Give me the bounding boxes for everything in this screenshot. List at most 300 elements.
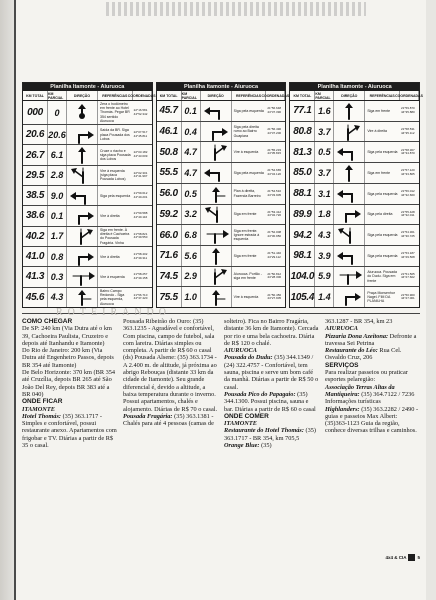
route-header-cell: COORDENADAS	[133, 91, 152, 100]
km-parcial: 9.0	[48, 186, 67, 205]
direction-cell	[201, 142, 232, 162]
km-total-cell	[157, 163, 182, 183]
listing-paragraph	[224, 427, 319, 442]
left-arrow-icon	[336, 143, 362, 161]
km-total: 81.3	[293, 146, 312, 158]
coordinates: 21°56.012 44°32.660	[401, 189, 415, 197]
reference-text: Vire à esquerda	[233, 295, 259, 300]
reference-text: Siga em frente	[367, 170, 391, 175]
route-title: Planilha Itamonte - Aiuruoca	[157, 83, 286, 91]
reference-text: Siga pela esquerda	[367, 191, 398, 196]
km-total: 71.6	[159, 250, 178, 262]
km-parcial: 3.7	[315, 122, 334, 142]
body-paragraph: 363.1287 - BR 354, km 23	[325, 318, 393, 325]
listing-details: (35) 363.1381 - Chalés para até 4 pessoas (camas de	[123, 412, 214, 428]
t-right-arrow-icon	[336, 267, 362, 285]
route-row	[23, 227, 152, 247]
km-total: 66.0	[159, 229, 178, 241]
sar-arrow-icon	[203, 288, 229, 306]
km-parcial: 2.9	[182, 267, 201, 287]
reference-text: Siga pela direita rumo ao Bairro Guapiara	[233, 125, 259, 138]
left-arrow-icon	[203, 164, 229, 182]
direction-cell	[201, 287, 232, 307]
km-total-cell	[290, 246, 315, 266]
coordinates: 21°54.510 44°33.905	[267, 189, 282, 197]
direction-cell	[334, 184, 365, 204]
direction-cell	[201, 101, 232, 121]
coordinates: 22°07.517 44°45.811	[133, 130, 148, 138]
km-parcial: 0.5	[315, 142, 334, 162]
text-column-4	[325, 318, 420, 558]
reference-text: Vire à esquerda	[233, 150, 259, 155]
km-total-cell	[290, 122, 315, 142]
km-parcial: 1.7	[48, 227, 67, 246]
route-header-cell: KM PARCIAL	[48, 91, 67, 100]
route-row	[23, 206, 152, 226]
magazine-page	[14, 0, 426, 600]
km-parcial: 0.1	[48, 206, 67, 225]
km-total: 56.0	[159, 188, 178, 200]
km-total: 89.9	[293, 208, 312, 220]
km-total-cell	[157, 246, 182, 266]
listing-details: (35) 363.1717 - Simples e confortável, possui restaurante anexo. Apartamentos com frigobar e TV. Diárias a partir de R$ 35 o casal.	[22, 412, 117, 450]
listing-name: Hotel Thomás:	[22, 412, 62, 420]
route-row	[290, 225, 419, 246]
right-arrow-icon	[69, 248, 95, 266]
km-total: 46.1	[159, 126, 178, 138]
listing-details: Defronte a travessa Sei Petrina	[325, 332, 417, 347]
km-total-cell	[290, 267, 315, 287]
route-row	[23, 166, 152, 186]
footer	[286, 553, 420, 561]
reference-text: Aiuruoca. Portão - siga em frente	[233, 272, 262, 281]
scan-edge	[0, 0, 14, 600]
km-parcial: 0.5	[182, 184, 201, 204]
reference-text: Siga pela esquerda	[100, 193, 131, 198]
listing-name: Pousada do Dudu:	[224, 354, 273, 362]
route-row	[290, 205, 419, 226]
guide-text	[22, 318, 420, 558]
section-heading: SERVIÇOS	[325, 361, 359, 369]
text-column-2	[123, 318, 218, 558]
direction-cell	[334, 163, 365, 183]
reference-text: Siga em frente. À direita é Cachoeira do Pousada Fragária. Vinha	[100, 227, 130, 245]
km-total: 000	[27, 107, 43, 118]
reference-text: Vire à direita	[100, 213, 120, 218]
route-row	[157, 225, 286, 246]
route-header-cell: DIREÇÃO	[67, 91, 98, 100]
route-header	[23, 91, 156, 101]
right-arrow-icon	[203, 123, 229, 141]
route-header-cell: KM PARCIAL	[315, 91, 334, 100]
reference-text: Cruze o riacho e siga placa Pousada dos Lobos	[100, 148, 131, 162]
city-heading: ITAMONTE	[224, 420, 257, 428]
km-total: 59.2	[159, 208, 178, 220]
reference-text: Siga em frente	[233, 253, 257, 258]
coordinates: 22°02.301 44°41.997	[133, 170, 148, 179]
km-total: 98.1	[293, 250, 312, 262]
direction-cell	[67, 227, 98, 246]
km-total: 80.8	[293, 126, 312, 138]
fork-right-arrow-icon	[336, 123, 362, 141]
up-arrow-icon	[69, 146, 95, 164]
body-paragraph: Pousada Ribeirão do Ouro: (35) 363.1235 - Agradável e confortável, Com piscina, campo de futebol, sala com lareira. Diárias simples ou completa. A partir de R$ 60 o casal (ds) Pousada Alsene: (35) 363.1734 - A 2.400 m. de altitude, já próxima ao abrigo Rebouças (distante 33 km da cidade de Itamonte). Seu grande diferencial é, devido a altitude, a baixa temperatura durante o inverno. Possui apartamentos, chalés e alojamento. Diárias de R$ 70 o casal.	[123, 318, 218, 413]
reference-text: Siga em frente	[367, 108, 391, 113]
sar-arrow-icon	[69, 288, 95, 306]
left-arrow-icon	[336, 247, 362, 265]
km-total-cell	[23, 145, 48, 164]
route-row	[157, 122, 286, 143]
left-arrow-icon	[203, 102, 229, 120]
route-header-cell: DIREÇÃO	[201, 91, 232, 100]
km-parcial: 0.8	[48, 247, 67, 266]
reference-text: Siga em frente. Ignore estrada à esquerda	[233, 228, 260, 242]
reference-text: Aiuruoca. Pousada do Dudu. Siga em frente	[367, 270, 397, 283]
reference-text: Siga pela esquerda	[367, 150, 398, 155]
listing-name: Associação Terras Altas da Mantiqueira:	[325, 383, 395, 398]
direction-cell	[201, 225, 232, 245]
direction-cell	[67, 267, 98, 286]
reference-text: Siga pela esquerda	[233, 108, 264, 113]
body-paragraph: Do Rio de Janeiro: 200 km (Via Dutra até Engenheiro Passos, depois BR 354 até Itamonte)	[22, 347, 114, 369]
coordinates: 22°16.581 44°52.342	[133, 107, 148, 116]
km-parcial: 4.7	[182, 163, 201, 183]
route-title: Planilha Itamonte - Aiuruoca	[290, 83, 419, 91]
km-parcial: 0.4	[182, 122, 201, 142]
km-total: 41.0	[25, 251, 45, 263]
reference-text: Vire à esquerda (siga placa Pousada Lobos)	[100, 169, 126, 182]
listing-name: Pousada Fragária:	[123, 412, 173, 420]
reference-text: Vire à direita	[367, 129, 387, 134]
fork-right-arrow-icon	[69, 227, 95, 245]
coordinates: 21°59.612 44°40.201	[133, 191, 148, 199]
km-parcial: 4.3	[48, 288, 67, 307]
km-total-cell	[157, 267, 182, 287]
right-arrow-icon	[336, 205, 362, 223]
km-total-cell	[23, 125, 48, 144]
route-row	[157, 267, 286, 288]
route-row	[157, 246, 286, 267]
reference-text: Vire à direita	[100, 254, 120, 259]
km-total-cell	[23, 288, 48, 307]
listing-details: (35) 344.1349 / (24) 322.4757 - Confortável, tem sauna, piscina e serve um bom café da manhã. Diárias a partir de R$ 50 o casal.	[224, 354, 319, 391]
coordinates: 21°54.301 44°30.725	[401, 230, 415, 239]
fork-left-arrow-icon	[336, 226, 362, 244]
listing-paragraph	[325, 347, 420, 362]
km-total-cell	[23, 166, 48, 185]
listing-paragraph	[224, 442, 319, 449]
coordinates: 21°55.428 44°32.011	[401, 209, 415, 218]
coordinates: 21°51.505 44°27.602	[401, 271, 415, 280]
listing-name: Restaurante do Léo:	[325, 347, 378, 355]
city-heading: AIURUOCA	[224, 347, 257, 355]
listing-paragraph	[325, 333, 420, 348]
coordinates: 21°58.307 44°34.870	[401, 147, 415, 156]
watermark: ROTEIRANDO	[56, 307, 171, 318]
km-total-cell	[290, 163, 315, 183]
fork-left-arrow-icon	[203, 205, 229, 223]
route-header-cell: REFERÊNCIAS	[232, 91, 267, 100]
km-parcial: 0.1	[182, 101, 201, 121]
km-parcial: 1.8	[315, 205, 334, 225]
route-row	[23, 101, 152, 125]
km-total: 29.5	[25, 169, 45, 181]
route-sheet	[22, 82, 423, 308]
coordinates: 21°58.531 44°35.112	[401, 126, 415, 135]
reference-text: Siga pela esquerda	[233, 170, 264, 175]
route-header-cell: KM TOTAL	[23, 91, 48, 100]
km-total: 74.5	[159, 270, 178, 282]
listing-details: (35) 363.2282 / 2490 - guias e passeios Max Albert: (35)363-1123 Guia da região, conhece diversas trilhas e caminhos.	[325, 405, 419, 435]
sar-arrow-icon	[203, 185, 229, 203]
km-total-cell	[23, 227, 48, 246]
km-total: 20.6	[25, 129, 45, 141]
km-parcial: 3.2	[182, 205, 201, 225]
direction-cell	[201, 163, 232, 183]
listing-paragraph	[325, 406, 420, 435]
route-header-cell: KM TOTAL	[157, 91, 182, 100]
listing-paragraph	[224, 354, 319, 390]
route-header-cell: REFERÊNCIAS	[365, 91, 400, 100]
right-arrow-icon	[336, 288, 362, 306]
coordinates: 21°55.233 44°35.815	[267, 147, 282, 156]
coordinates: 21°56.490 44°37.200	[267, 126, 282, 135]
coordinates: 21°50.812 44°28.300	[267, 271, 282, 280]
direction-cell	[201, 246, 232, 266]
reference-text: Siga pela direita	[367, 212, 393, 217]
route-row	[290, 184, 419, 205]
route-row	[23, 267, 152, 287]
page-number: 5	[417, 554, 420, 560]
km-total-cell	[290, 205, 315, 225]
reference-text: Siga pela esquerda	[367, 232, 398, 237]
km-total-cell	[23, 206, 48, 225]
route-row	[290, 267, 419, 288]
km-parcial: 20.6	[48, 125, 67, 144]
km-total: 75.5	[159, 291, 178, 303]
km-total: 85.0	[293, 167, 312, 179]
direction-cell	[334, 225, 365, 245]
coordinates: 21°57.120 44°33.805	[401, 168, 415, 176]
km-parcial: 1.0	[182, 287, 201, 307]
km-total: 40.2	[25, 230, 45, 242]
coordinates: 21°58.257 44°39.158	[133, 272, 148, 280]
text-column-3	[224, 318, 319, 558]
footer-brand: 4x4 & CIA	[385, 554, 407, 560]
route-header	[157, 91, 290, 101]
listing-paragraph	[224, 391, 319, 413]
km-total-cell	[157, 142, 182, 162]
reference-text: Zera o hodômetro em frente ao Hotel Thomás. Pegar BR 354 sentido Aiuruoca	[100, 102, 130, 123]
km-total: 45.7	[159, 105, 178, 117]
listing-name: Highlanders:	[325, 405, 360, 413]
start-arrow-icon	[69, 104, 95, 122]
reference-text: Siga em frente	[233, 212, 257, 217]
km-parcial: 5.6	[182, 246, 201, 266]
route-row	[290, 246, 419, 267]
direction-cell	[201, 267, 232, 287]
listing-details: (35) 363.1717 - BR 354, km 705,5	[224, 427, 317, 442]
footer-square	[408, 554, 415, 561]
route-row	[157, 142, 286, 163]
km-total-cell	[23, 101, 48, 124]
route-row	[23, 288, 152, 307]
coordinates: 21°56.648 44°37.390	[267, 106, 282, 114]
right-arrow-icon	[69, 207, 95, 225]
direction-cell	[67, 288, 98, 307]
listing-details: (35) 344.1300. Possui piscina, sauna e bar. Diárias a partir de R$ 60 o casal	[224, 390, 316, 413]
coordinates: 21°58.821 44°39.550	[133, 231, 148, 240]
km-total-cell	[157, 122, 182, 142]
route-row	[290, 101, 419, 122]
route-row	[290, 163, 419, 184]
coordinates: 21°56.710 44°37.420	[133, 292, 148, 301]
body-paragraph: De SP: 240 km (Via Dutra até o km 39, Cachoeira Paulista, Cruzeiro e depois até Itanhandu e Itamonte)	[22, 325, 112, 347]
km-total: 38.5	[25, 190, 45, 202]
listing-name: Orange Blue:	[224, 442, 260, 450]
city-heading: ITAMONTE	[22, 405, 55, 413]
km-total-cell	[290, 184, 315, 204]
route-header-cell: KM PARCIAL	[182, 91, 201, 100]
km-parcial: 1.6	[315, 101, 334, 121]
km-total-cell	[157, 287, 182, 307]
listing-paragraph	[123, 413, 218, 428]
km-total: 45.6	[25, 291, 45, 303]
km-parcial: 6.8	[182, 225, 201, 245]
km-total: 38.6	[25, 210, 45, 222]
direction-cell	[334, 287, 365, 307]
up-arrow-icon	[203, 247, 229, 265]
km-parcial: 0	[48, 101, 67, 124]
route-column	[289, 82, 423, 308]
up-arrow-icon	[336, 164, 362, 182]
direction-cell	[67, 166, 98, 185]
listing-details: (35)	[259, 442, 272, 450]
fork-left-arrow-icon	[69, 166, 95, 184]
km-total: 94.2	[293, 229, 312, 241]
reference-text: Saída da BR. Siga placa Pousada dos Lobos	[100, 128, 130, 141]
km-total: 104.0	[290, 270, 315, 282]
direction-cell	[334, 246, 365, 266]
route-row	[23, 125, 152, 145]
coordinates: 21°58.402 44°39.311	[133, 252, 148, 260]
km-parcial: 3.9	[315, 246, 334, 266]
listing-details: (35) 364.7122 / 7236 Informações turísticas	[325, 390, 415, 406]
direction-cell	[201, 122, 232, 142]
left-arrow-icon	[336, 185, 362, 203]
right-arrow-icon	[69, 126, 95, 144]
km-total: 88.1	[293, 188, 312, 200]
body-paragraph: De Belo Horizonte: 370 km (BR 354 até Cruzília, depois BR 265 até São João Del Rey, depois BR 383 até a BR 040)	[22, 369, 116, 398]
km-total-cell	[23, 247, 48, 266]
coordinates: 21°53.412 44°32.720	[267, 209, 282, 218]
km-total-cell	[157, 205, 182, 225]
text-column-1	[22, 318, 117, 558]
header-smudge	[106, 2, 366, 16]
up-arrow-icon	[336, 102, 362, 120]
km-total-cell	[290, 142, 315, 162]
route-header-cell: DIREÇÃO	[334, 91, 365, 100]
reference-text: Vire à esquerda	[100, 274, 125, 279]
direction-cell	[334, 267, 365, 287]
km-parcial: 3.7	[315, 163, 334, 183]
km-total-cell	[290, 225, 315, 245]
route-row	[23, 247, 152, 267]
km-parcial: 0.3	[48, 267, 67, 286]
coordinates: 21°54.665 44°34.120	[267, 168, 282, 176]
route-row	[157, 163, 286, 184]
section-heading: ONDE COMER	[224, 412, 269, 420]
km-total-cell	[290, 101, 315, 121]
direction-cell	[334, 122, 365, 142]
coordinates: 21°50.456 44°27.905	[267, 292, 282, 301]
route-title: Planilha Itamonte - Aiuruoca	[23, 83, 152, 91]
t-right-arrow-icon	[203, 226, 229, 244]
km-total-cell	[23, 267, 48, 286]
direction-cell	[67, 186, 98, 205]
route-header-cell: COORDENADAS	[400, 91, 419, 100]
km-total: 77.1	[293, 105, 312, 117]
coordinates: 21°59.870 44°35.880	[401, 106, 415, 114]
direction-cell	[201, 184, 232, 204]
km-total-cell	[157, 101, 182, 121]
km-total: 50.8	[159, 146, 178, 158]
route-header-cell: COORDENADAS	[266, 91, 285, 100]
direction-cell	[67, 101, 98, 124]
km-parcial: 3.1	[315, 184, 334, 204]
route-row	[290, 122, 419, 143]
coordinates: 21°50.900 44°27.001	[401, 292, 415, 301]
route-row	[157, 205, 286, 226]
route-row	[23, 186, 152, 206]
route-row	[157, 101, 286, 122]
reference-text: Bairro Campo Redondo - Siga pela esquerda, Aiuruoca	[100, 288, 125, 306]
route-column	[22, 82, 156, 308]
coordinates: 21°51.440 44°29.112	[267, 251, 282, 259]
coordinates: 22°03.182 44°43.009	[133, 150, 148, 158]
direction-cell	[67, 247, 98, 266]
km-total-cell	[157, 184, 182, 204]
km-parcial: 4.3	[315, 225, 334, 245]
listing-name: Pousada Pico do Papagaio:	[224, 390, 296, 398]
route-row	[157, 184, 286, 205]
city-heading: AIURUOCA	[325, 325, 358, 333]
direction-cell	[334, 205, 365, 225]
reference-text: Siga pela esquerda	[367, 253, 398, 258]
km-parcial: 1.4	[315, 287, 334, 307]
body-paragraph: solteiro). Fica no Bairro Fragária, distante 36 km de Itamonte). Cercada por rio e uma bela cachoeira. Diária de R$ 120 o chalé.	[224, 318, 319, 347]
coordinates: 21°53.187 44°29.508	[401, 251, 415, 259]
listing-paragraph	[22, 413, 117, 449]
fork-right-arrow-icon	[203, 143, 229, 161]
section-heading: ONDE FICAR	[22, 398, 63, 406]
route-header-cell: KM TOTAL	[290, 91, 315, 100]
km-total-cell	[290, 287, 315, 307]
route-header	[290, 91, 423, 101]
reference-text: Praça Monsenhor Nagel. FIM DA PLANILHA	[367, 290, 395, 304]
km-parcial: 4.7	[182, 142, 201, 162]
route-row	[290, 142, 419, 163]
direction-cell	[67, 206, 98, 225]
coordinates: 21°59.588 44°40.116	[133, 211, 148, 219]
km-total-cell	[157, 225, 182, 245]
route-row	[23, 145, 152, 165]
section-heading: COMO CHEGAR	[22, 318, 73, 325]
direction-cell	[67, 125, 98, 144]
km-parcial: 2.8	[48, 166, 67, 185]
direction-cell	[334, 142, 365, 162]
fork-right-arrow-icon	[203, 267, 229, 285]
